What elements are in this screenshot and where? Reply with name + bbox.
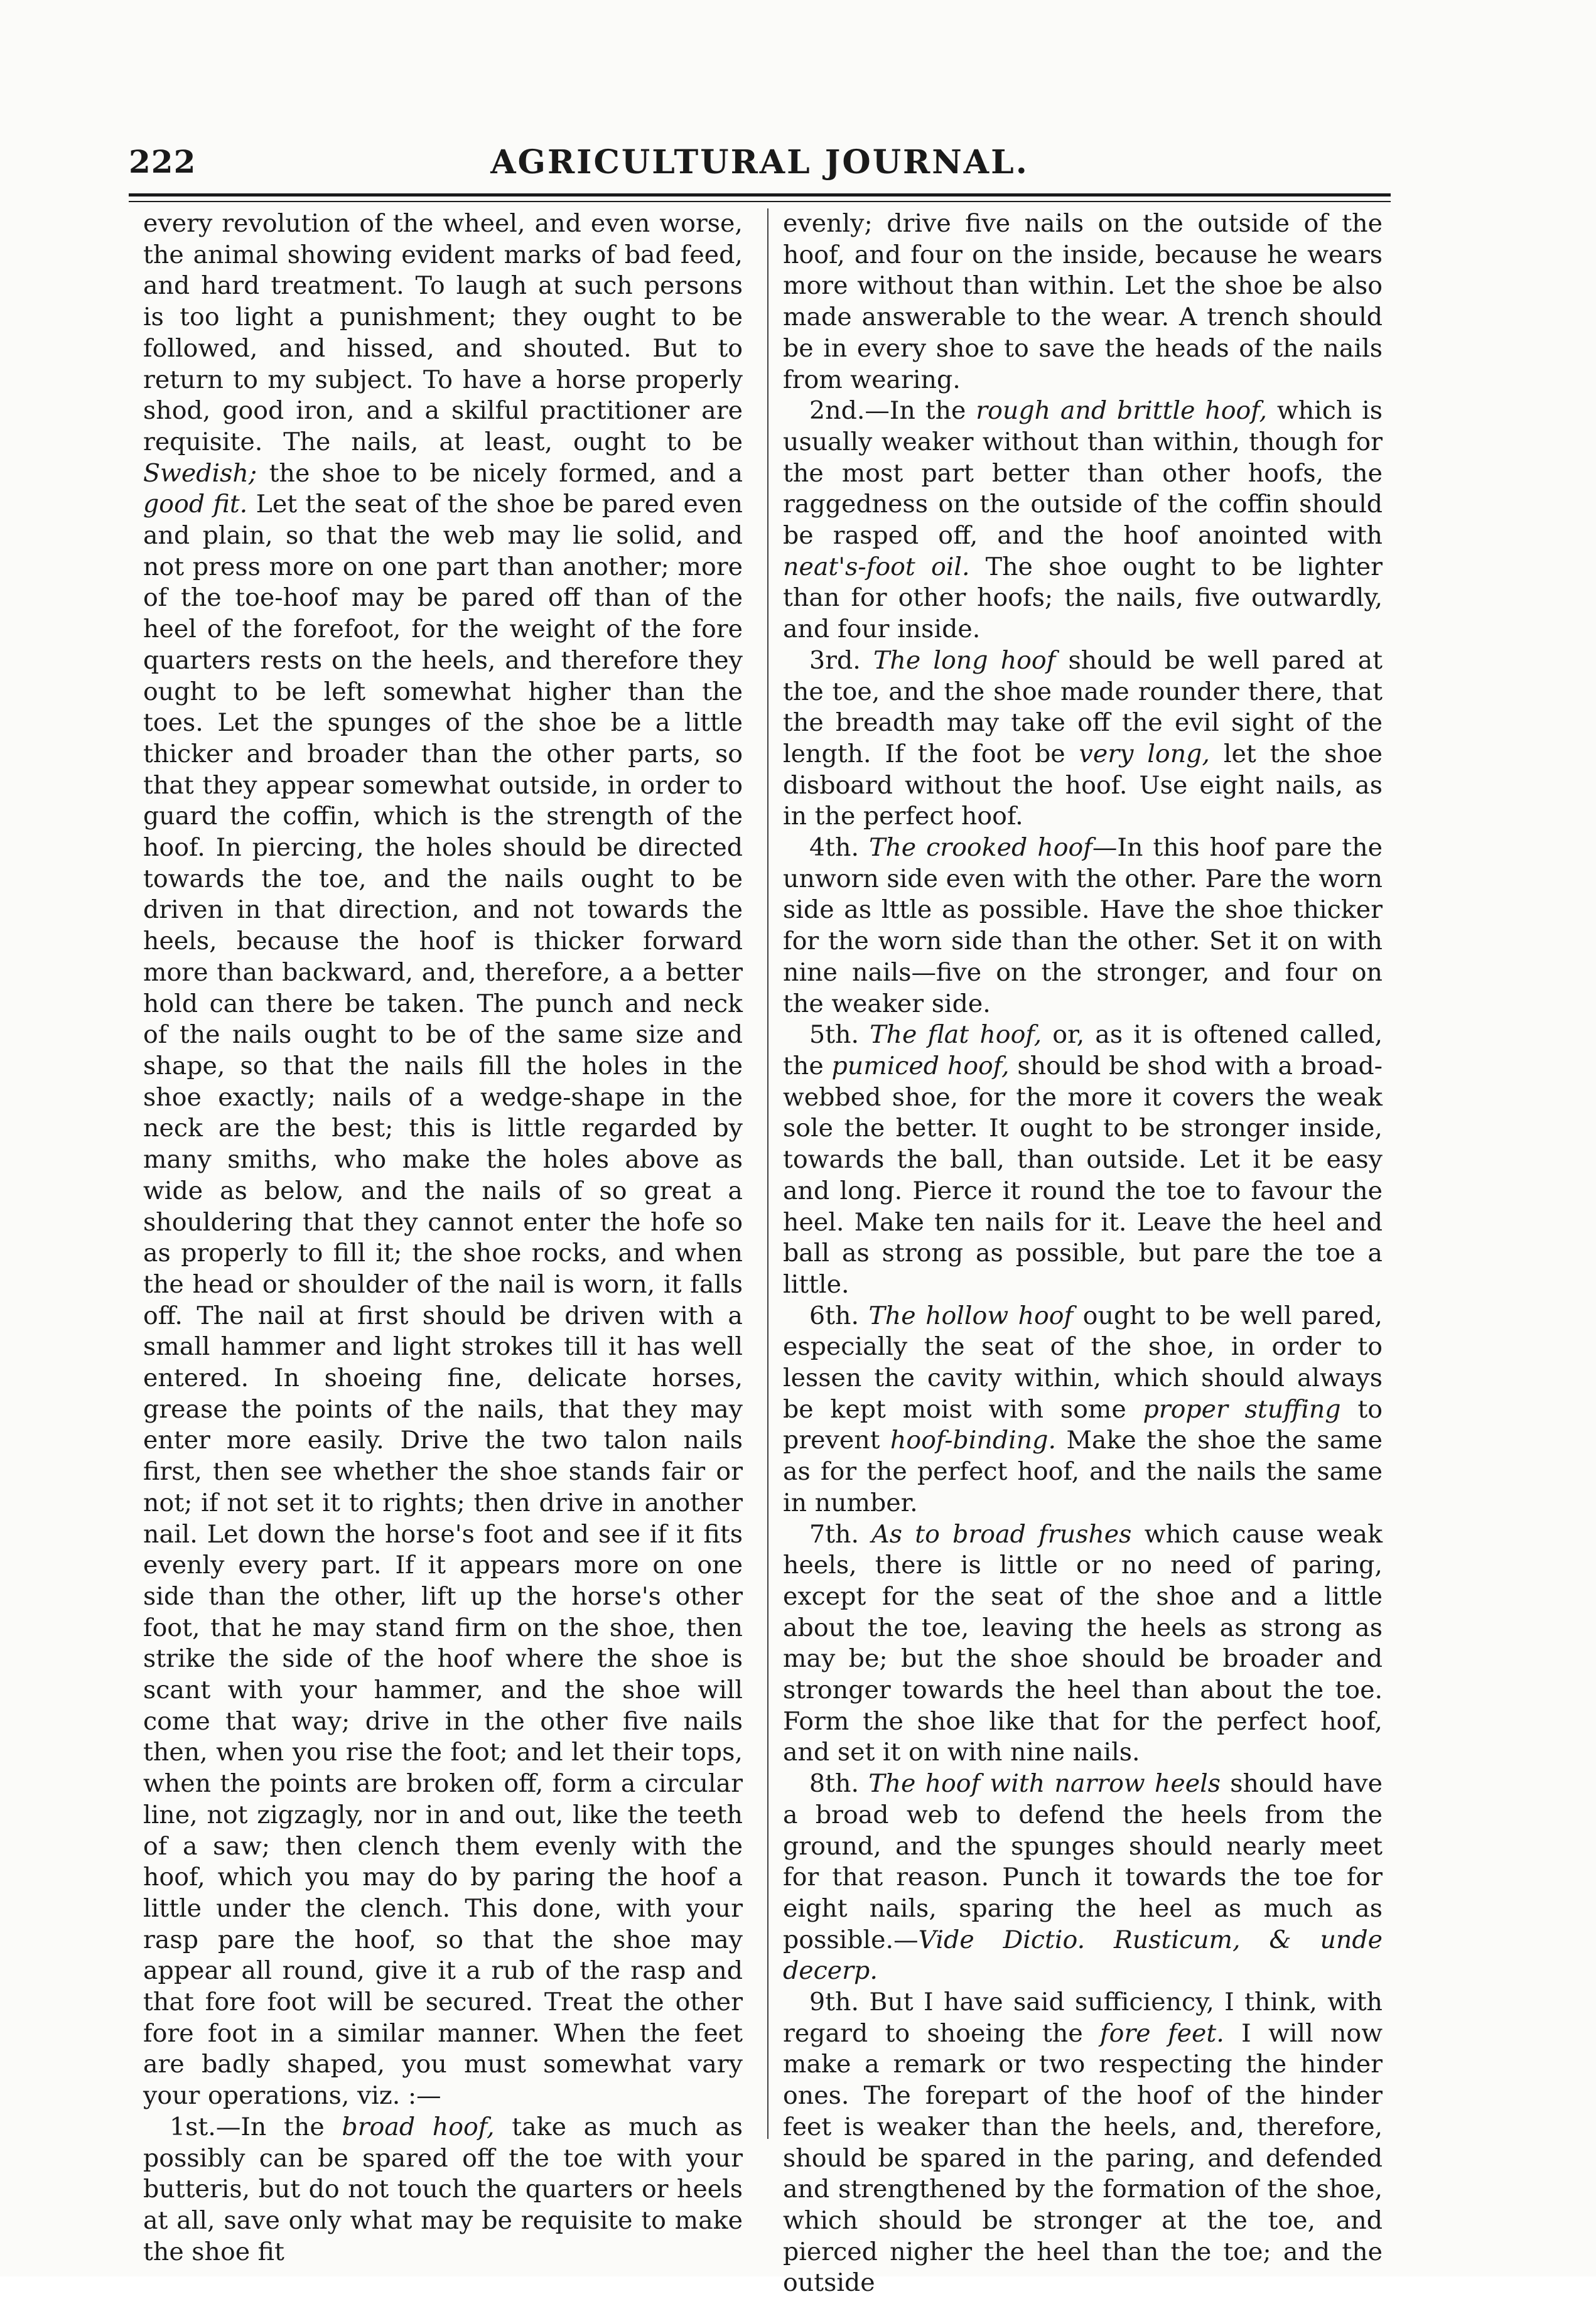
italic-run: proper stuffing xyxy=(1143,1394,1341,1424)
right-column xyxy=(783,208,1383,2298)
text-run: should be shod with a broad-webbed shoe, for the more it covers the weak sole the better. It ought to be stronger inside, towards the ball, than outside. Let it be easy and long. Pierce it round the toe to favour the heel. Make ten nails for it. Leave the heel and ball as strong as possible, but pare the toe a little. xyxy=(783,1051,1383,1299)
left-column xyxy=(143,208,743,2266)
text-run: 3rd. xyxy=(809,645,874,675)
text-run: Make the shoe the same as for the perfect hoof, and the nails the same in number. xyxy=(783,1426,1383,1517)
text-run: every revolution of the wheel, and even worse, the animal showing evident marks of bad feed, and hard treatment. To laugh at such persons is too light a punishment; they ought to be followed, and hissed, and shouted. But to return to my subject. To have a horse properly shod, good iron, and a skilful practitioner are requisite. The nails, at least, ought to be xyxy=(143,209,743,456)
paragraph xyxy=(783,1020,1383,1300)
text-run: The shoe ought to be lighter than for other hoofs; the nails, five outwardly, and four inside. xyxy=(783,552,1383,644)
text-run: or, as it is oftened called, the xyxy=(783,1020,1383,1080)
text-run: 5th. xyxy=(809,1020,870,1050)
text-run: take as much as possibly can be spared off the toe with your butteris, but do not touch the quarters or heels at all, save only what may be requisite to make the shoe fit xyxy=(143,2112,743,2266)
text-run: 8th. xyxy=(809,1769,869,1799)
text-run: which is usually weaker without than within, though for the most part better than other hoofs, the raggedness on the outside of the coffin should be rasped off, and the hoof anointed with xyxy=(783,396,1383,551)
text-run: 6th. xyxy=(809,1301,869,1330)
italic-run: fore feet. xyxy=(1100,2018,1224,2048)
italic-run: good fit. xyxy=(143,490,248,519)
paragraph xyxy=(783,208,1383,396)
italic-run: neat's-foot oil. xyxy=(783,552,970,581)
italic-run: Swedish; xyxy=(143,458,257,488)
text-run: 2nd.—In the xyxy=(809,396,976,426)
header-rule-thick xyxy=(129,193,1391,197)
italic-run: The long hoof xyxy=(873,645,1056,675)
paragraph xyxy=(783,645,1383,832)
text-run: the shoe to be nicely formed, and a xyxy=(257,458,743,488)
text-run: evenly; drive five nails on the outside of the hoof, and four on the inside, because he wears more without than within. Let the shoe be also made answerable to the wear. A trench should be in every shoe to save the heads of the nails from wearing. xyxy=(783,209,1383,394)
text-run: to prevent xyxy=(783,1394,1383,1455)
italic-run: rough and brittle hoof, xyxy=(976,396,1268,426)
paragraph xyxy=(783,832,1383,1020)
text-run: let the shoe disboard without the hoof. Use eight nails, as in the perfect hoof. xyxy=(783,739,1383,831)
text-run: Let the seat of the shoe be pared even and plain, so that the web may lie solid, and not press more on one part than another; more of the toe-hoof may be pared off than of the heel of the forefoot, for the weight of the fore quarters rests on the heels, and therefore they ought to be left somewhat higher than the toes. Let the spunges of the shoe be a little thicker and broader than the other parts, so that they appear somewhat outside, in order to guard the coffin, which is the strength of the hoof. In piercing, the holes should be directed towards the toe, and the nails ought to be driven in that direction, and not towards the heels, because the hoof is thicker forward more than backward, and, therefore, a a better hold can there be taken. The punch and neck of the nails ought to be of the same size and shape, so that the nails fill the holes in the shoe exactly; nails of a wedge-shape in the neck are the best; this is little regarded by many smiths, who make the holes above as wide as below, and the nails of so great a shouldering that they cannot enter the hofe so as properly to fill it; the shoe rocks, and when the head or shoulder of the nail is worn, it falls off. The nail at first should be driven with a small hammer and light strokes till it has well entered. In shoeing fine, delicate horses, grease the points of the nails, that they may enter more easily. Drive the two talon nails first, then see whether the shoe stands fair or not; if not set it to rights; then drive in another nail. Let down the horse's foot and see if it fits evenly every part. If it appears more on one side than the other, lift up the horse's other foot, that he may stand firm on the shoe, then strike the side of the hoof where the shoe is scant with your hammer, and the shoe will come that way; drive in the other five nails then, when you rise the foot; and let their tops, when the points are broken off, form a circular line, not zigzagly, nor in and out, like the teeth of a saw; then clench them evenly with the hoof, which you may do by paring the hoof a little under the clench. This done, with your rasp pare the hoof, so that the shoe may appear all round, give it a rub of the rasp and that fore foot will be secured. Treat the other fore foot in a similar manner. When the feet are badly shaped, you must somewhat vary your operations, viz. :— xyxy=(143,490,743,2111)
paragraph xyxy=(783,1987,1383,2299)
paragraph xyxy=(783,1301,1383,1519)
italic-run: Vide Dictio. Rusticum, & unde decerp. xyxy=(783,1925,1383,1986)
text-run: 7th. xyxy=(809,1519,872,1549)
text-run: —In this hoof pare the unworn side even with the other. Pare the worn side as lttle as possible. Have the shoe thicker for the worn side than the other. Set it on with nine nails—five on the stronger, and four on the weaker side. xyxy=(783,833,1383,1018)
italic-run: The hollow hoof xyxy=(868,1301,1074,1330)
italic-run: hoof-binding. xyxy=(890,1426,1057,1455)
text-run: ought to be well pared, especially the seat of the shoe, in order to lessen the cavity within, which should always be kept moist with some xyxy=(783,1301,1383,1424)
text-run: which cause weak heels, there is little or no need of paring, except for the seat of the shoe and a little about the toe, leaving the heels as strong as may be; but the shoe should be broader and stronger towards the heel than about the toe. Form the shoe like that for the perfect hoof, and set it on with nine nails. xyxy=(783,1519,1383,1767)
paragraph xyxy=(143,2112,743,2268)
italic-run: The hoof with narrow heels xyxy=(868,1769,1221,1799)
italic-run: broad hoof, xyxy=(342,2112,495,2141)
paragraph xyxy=(143,208,743,2112)
running-head-title: AGRICULTURAL JOURNAL. xyxy=(490,143,1029,181)
text-run: 9th. But I have said sufficiency, I think, with regard to shoeing the xyxy=(783,1988,1383,2048)
text-run: should have a broad web to defend the heels from the ground, and the spunges should nearly meet for that reason. Punch it towards the toe for eight nails, sparing the heel as much as possible.— xyxy=(783,1769,1383,1954)
column-divider xyxy=(767,208,768,2139)
italic-run: The flat hoof, xyxy=(870,1020,1042,1050)
paragraph xyxy=(783,396,1383,645)
text-run: 1st.—In the xyxy=(170,2112,342,2141)
text-run: 4th. xyxy=(809,833,869,863)
page-number: 222 xyxy=(129,143,197,180)
paragraph xyxy=(783,1769,1383,1987)
header-rule-thin xyxy=(129,201,1391,202)
text-run: should be well pared at the toe, and the shoe made rounder there, that the breadth may take off the evil sight of the length. If the foot be xyxy=(783,645,1383,768)
italic-run: The crooked hoof xyxy=(868,833,1092,863)
italic-run: pumiced hoof, xyxy=(831,1051,1010,1080)
paragraph xyxy=(783,1519,1383,1769)
italic-run: As to broad frushes xyxy=(871,1519,1132,1549)
italic-run: very long, xyxy=(1079,739,1210,768)
text-run: I will now make a remark or two respecting the hinder ones. The forepart of the hoof of the hinder feet is weaker than the heels, and, therefore, should be spared in the paring, and defended and strengthened by the formation of the shoe, which should be stronger at the toe, and pierced nigher the heel than the toe; and the outside xyxy=(783,2018,1383,2298)
page-header xyxy=(129,143,1391,193)
